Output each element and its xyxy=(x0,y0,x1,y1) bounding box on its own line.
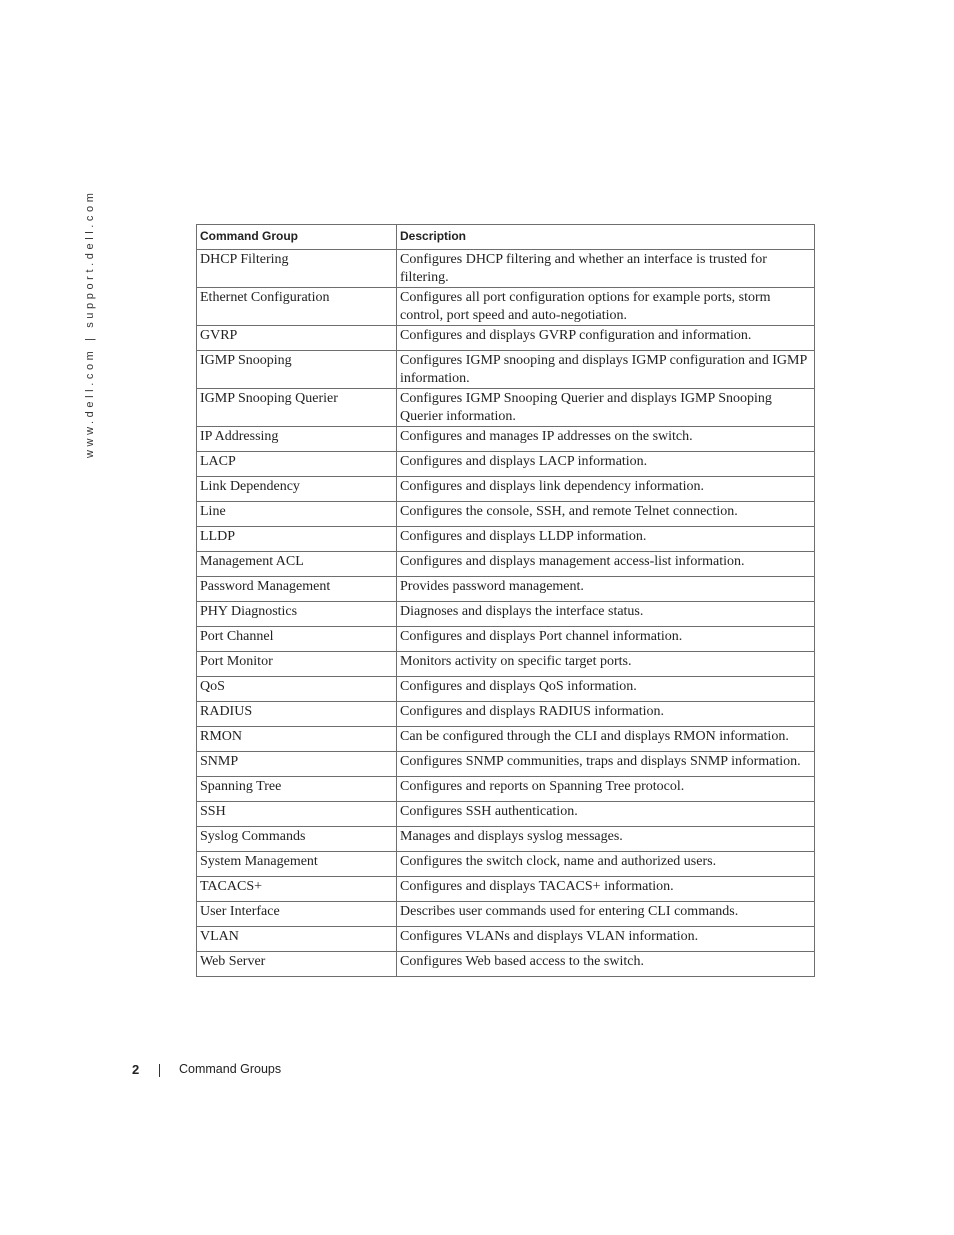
command-group-cell: Syslog Commands xyxy=(197,827,397,852)
table-row xyxy=(197,452,815,477)
description-cell: Configures and displays QoS information. xyxy=(397,677,815,702)
description-cell: Manages and displays syslog messages. xyxy=(397,827,815,852)
table-row xyxy=(197,927,815,952)
command-group-cell: LLDP xyxy=(197,527,397,552)
description-cell: Describes user commands used for entering CLI commands. xyxy=(397,902,815,927)
description-cell: Configures IGMP Snooping Querier and displays IGMP Snooping Querier information. xyxy=(397,389,815,427)
description-cell: Configures the console, SSH, and remote Telnet connection. xyxy=(397,502,815,527)
table-row xyxy=(197,702,815,727)
side-url-text: www.dell.com | support.dell.com xyxy=(84,189,96,458)
table-row xyxy=(197,288,815,326)
command-group-cell: IGMP Snooping Querier xyxy=(197,389,397,427)
table-row xyxy=(197,602,815,627)
table-row xyxy=(197,777,815,802)
table-row xyxy=(197,952,815,977)
command-group-cell: Spanning Tree xyxy=(197,777,397,802)
command-group-table xyxy=(196,224,815,977)
description-cell: Configures and displays LLDP information. xyxy=(397,527,815,552)
command-group-cell: Password Management xyxy=(197,577,397,602)
command-group-cell: System Management xyxy=(197,852,397,877)
command-group-cell: Port Channel xyxy=(197,627,397,652)
description-cell: Configures and displays GVRP configuration and information. xyxy=(397,326,815,351)
command-group-cell: QoS xyxy=(197,677,397,702)
table-row xyxy=(197,852,815,877)
command-group-cell: IGMP Snooping xyxy=(197,351,397,389)
description-cell: Configures all port configuration options for example ports, storm control, port speed and auto-negotiation. xyxy=(397,288,815,326)
command-group-cell: Port Monitor xyxy=(197,652,397,677)
description-cell: Can be configured through the CLI and displays RMON information. xyxy=(397,727,815,752)
table-row xyxy=(197,552,815,577)
description-cell: Configures and reports on Spanning Tree protocol. xyxy=(397,777,815,802)
command-group-cell: Line xyxy=(197,502,397,527)
command-group-cell: RMON xyxy=(197,727,397,752)
description-cell: Configures and displays management access-list information. xyxy=(397,552,815,577)
column-header-command-group: Command Group xyxy=(197,225,397,250)
table-row xyxy=(197,250,815,288)
command-group-cell: DHCP Filtering xyxy=(197,250,397,288)
description-cell: Configures and displays RADIUS information. xyxy=(397,702,815,727)
command-group-cell: GVRP xyxy=(197,326,397,351)
command-group-cell: SSH xyxy=(197,802,397,827)
command-group-cell: TACACS+ xyxy=(197,877,397,902)
command-group-cell: PHY Diagnostics xyxy=(197,602,397,627)
table-row xyxy=(197,351,815,389)
page-number: 2 xyxy=(132,1062,140,1077)
command-group-cell: RADIUS xyxy=(197,702,397,727)
table-row xyxy=(197,627,815,652)
description-cell: Diagnoses and displays the interface status. xyxy=(397,602,815,627)
table-row xyxy=(197,802,815,827)
table-row xyxy=(197,877,815,902)
table-row xyxy=(197,902,815,927)
page-footer xyxy=(0,1062,954,1080)
footer-separator xyxy=(159,1064,160,1077)
command-group-cell: Web Server xyxy=(197,952,397,977)
table-row xyxy=(197,752,815,777)
footer-section-title: Command Groups xyxy=(179,1062,282,1076)
table-row xyxy=(197,527,815,552)
description-cell: Configures and displays TACACS+ information. xyxy=(397,877,815,902)
description-cell: Configures Web based access to the switch. xyxy=(397,952,815,977)
command-group-cell: Link Dependency xyxy=(197,477,397,502)
command-group-cell: VLAN xyxy=(197,927,397,952)
table-row xyxy=(197,326,815,351)
description-cell: Configures and manages IP addresses on the switch. xyxy=(397,427,815,452)
table-row xyxy=(197,677,815,702)
command-group-cell: SNMP xyxy=(197,752,397,777)
column-header-description: Description xyxy=(397,225,815,250)
description-cell: Provides password management. xyxy=(397,577,815,602)
description-cell: Configures VLANs and displays VLAN information. xyxy=(397,927,815,952)
table-row xyxy=(197,652,815,677)
table-row xyxy=(197,827,815,852)
description-cell: Configures and displays Port channel information. xyxy=(397,627,815,652)
command-group-cell: User Interface xyxy=(197,902,397,927)
description-cell: Monitors activity on specific target ports. xyxy=(397,652,815,677)
description-cell: Configures and displays link dependency information. xyxy=(397,477,815,502)
table-row xyxy=(197,727,815,752)
table-row xyxy=(197,577,815,602)
table-row xyxy=(197,477,815,502)
description-cell: Configures DHCP filtering and whether an interface is trusted for filtering. xyxy=(397,250,815,288)
command-group-cell: LACP xyxy=(197,452,397,477)
description-cell: Configures IGMP snooping and displays IGMP configuration and IGMP information. xyxy=(397,351,815,389)
command-group-cell: Management ACL xyxy=(197,552,397,577)
description-cell: Configures SNMP communities, traps and displays SNMP information. xyxy=(397,752,815,777)
table-row xyxy=(197,427,815,452)
description-cell: Configures the switch clock, name and authorized users. xyxy=(397,852,815,877)
description-cell: Configures and displays LACP information. xyxy=(397,452,815,477)
table-header-row xyxy=(197,225,815,250)
table-row xyxy=(197,389,815,427)
table-row xyxy=(197,502,815,527)
command-group-cell: IP Addressing xyxy=(197,427,397,452)
description-cell: Configures SSH authentication. xyxy=(397,802,815,827)
command-group-cell: Ethernet Configuration xyxy=(197,288,397,326)
